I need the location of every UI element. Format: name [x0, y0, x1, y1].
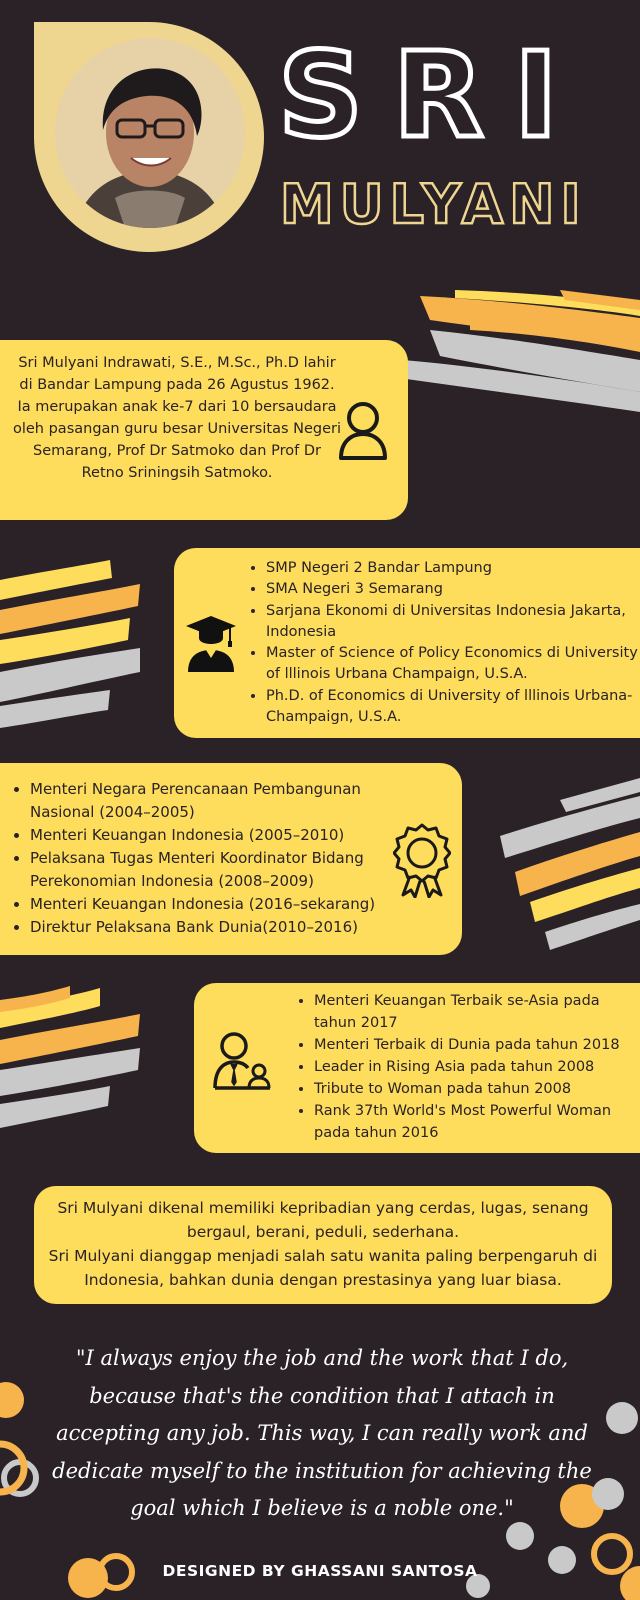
summary-line-1: Sri Mulyani dikenal memiliki kepribadian yang cerdas, lugas, senang bergaul, berani, peduli, sederhana. [57, 1199, 589, 1241]
brush-left-education [0, 560, 140, 728]
list-item: • Ph.D. of Economics di University of lllinois Urbana-Champaign, U.S.A. [266, 686, 638, 729]
summary-text [40, 1196, 606, 1292]
portrait-photo [55, 38, 245, 228]
education-list [248, 558, 638, 728]
brush-left-awards [0, 986, 140, 1128]
summary-line-2: Sri Mulyani dianggap menjadi salah satu wanita paling berpengaruh di Indonesia, bahkan dunia dengan prestasinya yang luar biasa. [48, 1247, 598, 1289]
list-item: • SMP Negeri 2 Bandar Lampung [266, 558, 638, 579]
designer-credit: DESIGNED BY GHASSANI SANTOSA [162, 1562, 478, 1580]
brush-right-career [500, 778, 640, 950]
list-item: • Direktur Pelaksana Bank Dunia(2010–2016) [30, 916, 400, 939]
list-item: • Leader in Rising Asia pada tahun 2008 [314, 1056, 637, 1078]
list-item: • Menteri Keuangan Terbaik se-Asia pada tahun 2017 [314, 990, 637, 1034]
list-item: • SMA Negeri 3 Semarang [266, 579, 638, 600]
quote-text: "I always enjoy the job and the work that I do, because that's the condition that I attach in accepting any job. This way, I can really work and dedicate myself to the institution for achieving the goal which I believe is a noble one." [52, 1346, 592, 1520]
user-icon [335, 398, 391, 462]
list-item: • Master of Science of Policy Economics di University of lllinois Urbana Champaign, U.S.A. [266, 643, 638, 686]
leader-icon [212, 1030, 274, 1092]
title-last-name: MULYANI [280, 173, 587, 236]
bio-text: Sri Mulyani Indrawati, S.E., M.Sc., Ph.D lahir di Bandar Lampung pada 26 Agustus 1962. Ia merupakan anak ke-7 dari 10 bersaudara oleh pasangan guru besar Universitas Negeri Semarang, Prof Dr Satmoko dan Prof Dr Retno Sriningsih Satmoko. [12, 355, 341, 481]
list-item: • Rank 37th World's Most Powerful Woman pada tahun 2016 [314, 1100, 637, 1144]
list-item: • Menteri Keuangan Indonesia (2016–sekarang) [30, 893, 400, 916]
brush-top-right [380, 290, 640, 412]
graduate-icon [184, 612, 238, 672]
title-first-name: SRI [278, 26, 588, 164]
career-list [10, 778, 400, 939]
award-ribbon-icon [393, 822, 451, 898]
awards-list [292, 990, 637, 1144]
list-item: • Menteri Terbaik di Dunia pada tahun 2018 [314, 1034, 637, 1056]
list-item: • Menteri Negara Perencanaan Pembangunan Nasional (2004–2005) [30, 778, 400, 824]
list-item: • Sarjana Ekonomi di Universitas Indonesia Jakarta, Indonesia [266, 601, 638, 644]
list-item: • Pelaksana Tugas Menteri Koordinator Bidang Perekonomian Indonesia (2008–2009) [30, 847, 400, 893]
list-item: • Tribute to Woman pada tahun 2008 [314, 1078, 637, 1100]
list-item: • Menteri Keuangan Indonesia (2005–2010) [30, 824, 400, 847]
